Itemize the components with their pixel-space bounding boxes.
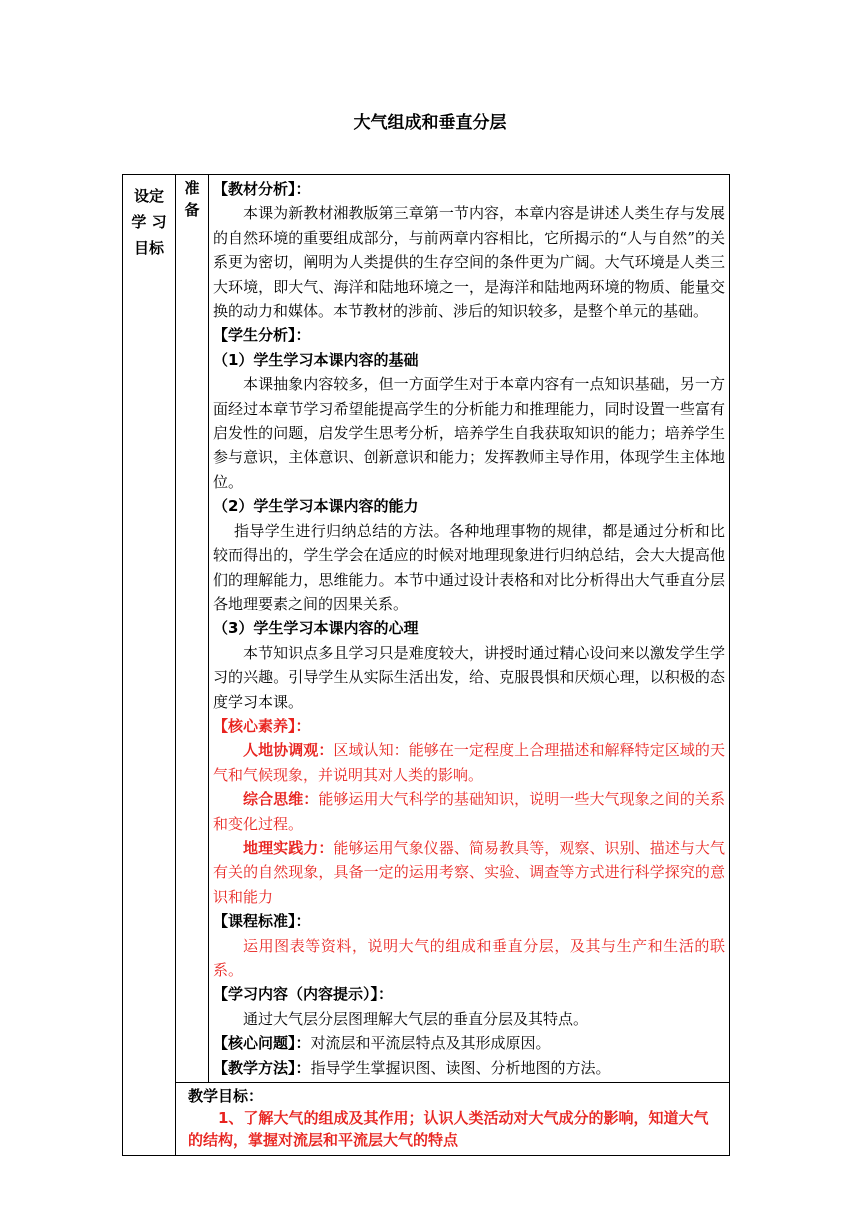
literacy-practice [213, 836, 725, 909]
lesson-plan-table [122, 174, 730, 1156]
learning-content-text: 通过大气层分层图理解大气层的垂直分层及其特点。 [243, 1009, 589, 1028]
literacy-human-earth-label: 人地协调观： [243, 741, 334, 760]
core-question [213, 1031, 725, 1055]
teaching-goal-1: 1、了解大气的组成及其作用；认识人类活动对大气成分的影响，知道大气的结构，掌握对流层和平流层大气的特点 [188, 1109, 709, 1150]
teaching-goals-cell [176, 1083, 730, 1156]
teaching-method-text: 指导学生掌握识图、读图、分析地图的方法。 [310, 1058, 611, 1077]
teaching-method [213, 1056, 725, 1080]
textbook-analysis-heading: 【教材分析】： [213, 180, 311, 198]
student-ability-text: 指导学生进行归纳总结的方法。各种地理事物的规律，都是通过分析和比较而得出的，学生学会在适应的时候对地理现象进行归纳总结，会大大提高他们的理解能力，思维能力。本节中通过设计表格和对比分析得出大气垂直分层各地理要素之间的因果关系。 [213, 521, 725, 613]
prep-label-cell [176, 175, 209, 1083]
section-label-cell [123, 175, 176, 1156]
literacy-human-earth-text: 区域认知：能够在一定程度上合理描述和解释特定区域的天气和气候现象，并说明其对人类的影响。 [213, 741, 725, 784]
teaching-method-heading: 【教学方法】： [213, 1058, 311, 1077]
literacy-practice-label: 地理实践力： [243, 838, 334, 857]
student-basis-title: （1）学生学习本课内容的基础 [213, 350, 419, 369]
student-psychology-title: （3）学生学习本课内容的心理 [213, 619, 419, 638]
literacy-practice-text: 能够运用气象仪器、简易教具等，观察、识别、描述与大气有关的自然现象，具备一定的运用考察、实验、调查等方式进行科学探究的意识和能力 [213, 838, 725, 906]
core-question-text: 对流层和平流层特点及其形成原因。 [310, 1034, 551, 1053]
core-question-heading: 【核心问题】： [213, 1034, 311, 1053]
literacy-human-earth [213, 738, 725, 787]
student-basis-text: 本课抽象内容较多，但一方面学生对于本章内容有一点知识基础，另一方面经过本章节学习希望能提高学生的分析能力和推理能力，同时设置一些富有启发性的问题，启发学生思考分析，培养学生自我获取知识的能力；培养学生参与意识，主体意识、创新意识和能力；发挥教师主导作用，体现学生主体地位。 [213, 375, 725, 491]
section-label-line-3: 目标 [133, 239, 164, 257]
core-literacy-heading: 【核心素养】： [213, 716, 311, 735]
prep-content-cell [209, 175, 730, 1083]
learning-content-heading: 【学习内容（内容提示）】： [213, 985, 394, 1004]
student-psychology-text: 本节知识点多且学习只是难度较大，讲授时通过精心设问来以激发学生学习的兴趣。引导学生从实际生活出发，给、克服畏惧和厌烦心理，以积极的态度学习本课。 [213, 643, 725, 711]
prep-label-line-1: 准 [184, 179, 200, 197]
prep-label-line-2: 备 [184, 201, 200, 219]
teaching-goals-heading: 教学目标： [188, 1087, 264, 1106]
literacy-integrated-thinking [213, 787, 725, 836]
section-label-line-2: 学 习 [131, 213, 167, 231]
section-label-line-1: 设定 [133, 187, 164, 205]
literacy-integrated-thinking-text: 能够运用大气科学的基础知识，说明一些大气现象之间的关系和变化过程。 [213, 790, 725, 833]
page-title: 大气组成和垂直分层 [353, 113, 507, 133]
literacy-integrated-thinking-label: 综合思维： [243, 790, 319, 809]
curriculum-standard-heading: 【课程标准】： [213, 912, 311, 931]
textbook-analysis-text: 本课为新教材湘教版第三章第一节内容，本章内容是讲述人类生存与发展的自然环境的重要组成部分，与前两章内容相比，它所揭示的“人与自然”的关系更为密切，阐明为人类提供的生存空间的条件更为广阔。大气环境是人类三大环境，即大气、海洋和陆地环境之一，是海洋和陆地两环境的物质、能量交换的动力和媒体。本节教材的涉前、涉后的知识较多，是整个单元的基础。 [213, 204, 725, 321]
curriculum-standard-text: 运用图表等资料，说明大气的组成和垂直分层，及其与生产和生活的联系。 [213, 936, 725, 979]
student-analysis-heading: 【学生分析】： [213, 326, 311, 345]
student-ability-title: （2）学生学习本课内容的能力 [213, 497, 419, 516]
